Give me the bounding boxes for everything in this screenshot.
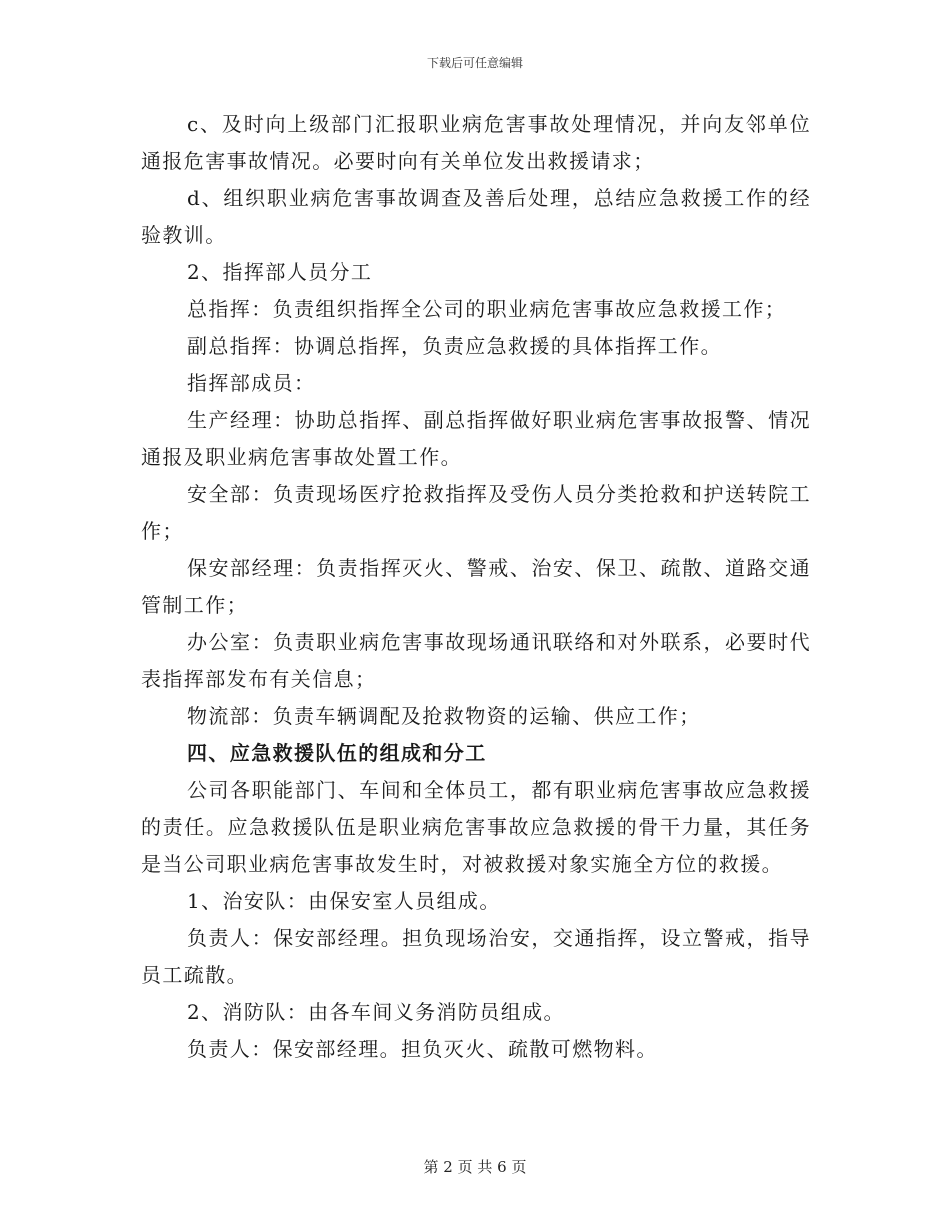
paragraph-d-investigation: d、组织职业病危害事故调查及善后处理，总结应急救援工作的经验教训。 xyxy=(141,186,811,247)
subheading-security-team: 1、治安队：由保安室人员组成。 xyxy=(187,889,501,913)
subheading-command-division: 2、指挥部人员分工 xyxy=(187,260,373,284)
document-body xyxy=(141,106,811,1068)
paragraph-office: 办公室：负责职业病危害事故现场通讯联络和对外联系，必要时代表指挥部发布有关信息； xyxy=(141,630,811,691)
page-number: 第 2 页 共 6 页 xyxy=(423,1158,527,1176)
page-header: 下载后可任意编辑 xyxy=(426,56,523,70)
paragraph-logistics: 物流部：负责车辆调配及抢救物资的运输、供应工作； xyxy=(187,704,701,728)
paragraph-production-manager: 生产经理：协助总指挥、副总指挥做好职业病危害事故报警、情况通报及职业病危害事故处置工作。 xyxy=(141,408,811,469)
paragraph-security-manager: 保安部经理：负责指挥灭火、警戒、治安、保卫、疏散、道路交通管制工作； xyxy=(141,556,811,617)
paragraph-command-members: 指挥部成员： xyxy=(187,371,316,395)
paragraph-c-report: c、及时向上级部门汇报职业病危害事故处理情况，并向友邻单位通报危害事故情况。必要时向有关单位发出救援请求； xyxy=(141,112,811,173)
paragraph-deputy-commander: 副总指挥：协调总指挥，负责应急救援的具体指挥工作。 xyxy=(187,334,722,358)
subheading-fire-team: 2、消防队：由各车间义务消防员组成。 xyxy=(187,1000,565,1024)
section-heading-rescue-teams: 四、应急救援队伍的组成和分工 xyxy=(187,741,487,765)
paragraph-rescue-responsibility: 公司各职能部门、车间和全体员工，都有职业病危害事故应急救援的责任。应急救援队伍是职业病危害事故应急救援的骨干力量，其任务是当公司职业病危害事故发生时，对被救援对象实施全方位的救援。 xyxy=(141,778,811,876)
paragraph-commander: 总指挥：负责组织指挥全公司的职业病危害事故应急救援工作； xyxy=(187,297,787,321)
paragraph-fire-team-lead: 负责人：保安部经理。担负灭火、疏散可燃物料。 xyxy=(187,1037,658,1061)
paragraph-security-team-lead: 负责人：保安部经理。担负现场治安，交通指挥，设立警戒，指导员工疏散。 xyxy=(141,926,811,987)
paragraph-safety-dept: 安全部：负责现场医疗抢救指挥及受伤人员分类抢救和护送转院工作； xyxy=(141,482,811,543)
